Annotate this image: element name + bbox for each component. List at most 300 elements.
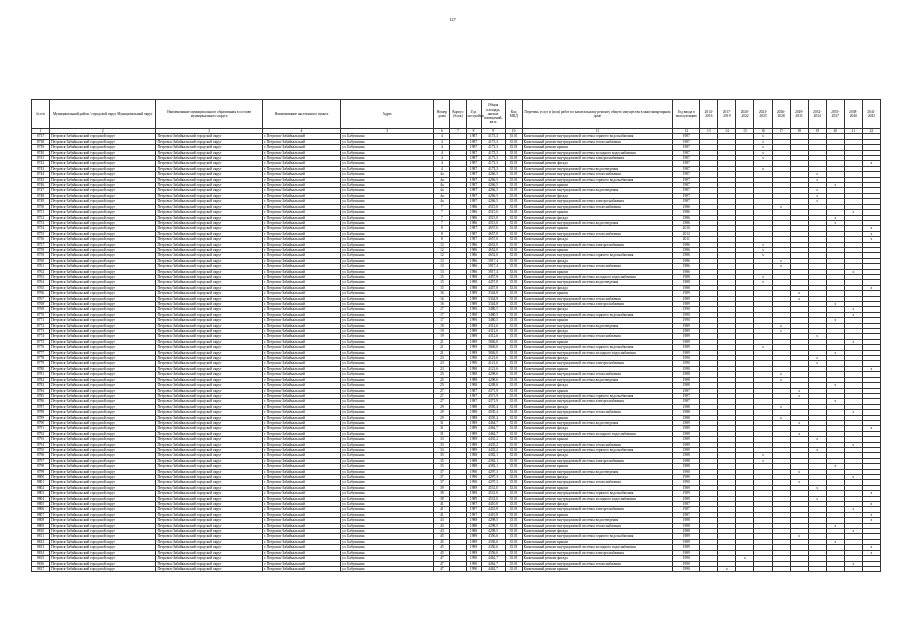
table-cell: Петровск-Забайкальский городской округ bbox=[156, 480, 262, 485]
table-cell: Петровск-Забайкальский городской округ bbox=[156, 199, 262, 204]
table-cell: 8817 bbox=[32, 566, 50, 571]
table-cell: Капитальный ремонт внутридомовой системы горячего водоснабжения bbox=[522, 134, 673, 139]
table-cell: Капитальный ремонт фасада bbox=[522, 529, 673, 534]
table-cell: Капитальный ремонт внутридомовой системы горячего водоснабжения bbox=[522, 491, 673, 496]
table-cell: г. Петровск-Забайкальский bbox=[262, 220, 340, 225]
table-cell: 1987 bbox=[466, 134, 481, 139]
table-cell: ул. Бабушкина bbox=[341, 480, 434, 485]
table-cell: 1990 bbox=[673, 361, 700, 366]
table-cell: Петровск-Забайкальский городской округ bbox=[156, 512, 262, 517]
table-cell: Капитальный ремонт крыши bbox=[522, 269, 673, 274]
table-cell: 1988 bbox=[673, 518, 700, 523]
table-cell: 1987 bbox=[466, 145, 481, 150]
table-cell: 1987 bbox=[466, 393, 481, 398]
table-cell: 1989 bbox=[673, 350, 700, 355]
table-cell: 8778 bbox=[32, 356, 50, 361]
table-cell: 8803 bbox=[32, 491, 50, 496]
table-cell: ул. Бабушкина bbox=[341, 172, 434, 177]
table-cell: г. Петровск-Забайкальский bbox=[262, 156, 340, 161]
table-cell: 1986 bbox=[673, 220, 700, 225]
table-cell: 3846,0 bbox=[481, 345, 505, 350]
table-cell: 35.01 bbox=[505, 539, 522, 544]
table-cell: ул. Бабушкина bbox=[341, 539, 434, 544]
table-cell: 1987 bbox=[673, 177, 700, 182]
table-cell: Петровск-Забайкальский городской округ bbox=[50, 280, 156, 285]
table-cell: 35.01 bbox=[505, 264, 522, 269]
table-cell: г. Петровск-Забайкальский bbox=[262, 453, 340, 458]
column-index: 13 bbox=[700, 129, 718, 134]
table-cell: ул. Бабушкина bbox=[341, 361, 434, 366]
table-cell: 1988 bbox=[466, 529, 481, 534]
table-cell: г. Петровск-Забайкальский bbox=[262, 296, 340, 301]
table-cell: 1986 bbox=[466, 220, 481, 225]
table-cell: 8740 bbox=[32, 150, 50, 155]
table-cell: x bbox=[790, 420, 808, 425]
table-cell: Капитальный ремонт крыши bbox=[522, 210, 673, 215]
table-cell: x bbox=[826, 318, 844, 323]
table-cell: 35.01 bbox=[505, 507, 522, 512]
table-cell: x bbox=[790, 291, 808, 296]
table-cell: 35.01 bbox=[505, 480, 522, 485]
table-cell: Петровск-Забайкальский городской округ bbox=[50, 377, 156, 382]
table-cell: ул. Бабушкина bbox=[341, 350, 434, 355]
table-cell: ул. Бабушкина bbox=[341, 366, 434, 371]
table-cell: 1986 bbox=[673, 210, 700, 215]
column-header: Год постройки bbox=[466, 100, 481, 129]
column-header: Год ввода в эксплуатацию bbox=[673, 100, 700, 129]
table-cell: 1989 bbox=[466, 550, 481, 555]
table-cell: Петровск-Забайкальский городской округ bbox=[156, 566, 262, 571]
table-cell: 35.01 bbox=[505, 431, 522, 436]
table-cell: Петровск-Забайкальский городской округ bbox=[50, 210, 156, 215]
table-cell: 8816 bbox=[32, 561, 50, 566]
table-cell: 29 bbox=[434, 415, 450, 420]
table-cell: 35.01 bbox=[505, 302, 522, 307]
table-cell: 4 bbox=[434, 156, 450, 161]
table-cell: г. Петровск-Забайкальский bbox=[262, 556, 340, 561]
table-cell: 1986 bbox=[673, 264, 700, 269]
table-cell: Капитальный ремонт внутридомовой системы водоотведения bbox=[522, 220, 673, 225]
table-cell: 8782 bbox=[32, 377, 50, 382]
table-cell: 8810 bbox=[32, 529, 50, 534]
table-cell: 1988 bbox=[466, 458, 481, 463]
table-cell: Петровск-Забайкальский городской округ bbox=[50, 150, 156, 155]
table-cell: 8771 bbox=[32, 318, 50, 323]
table-cell: 8777 bbox=[32, 350, 50, 355]
table-cell: 7 bbox=[434, 220, 450, 225]
table-cell: 35.01 bbox=[505, 491, 522, 496]
table-cell: Петровск-Забайкальский городской округ bbox=[156, 383, 262, 388]
table-cell: Петровск-Забайкальский городской округ bbox=[156, 545, 262, 550]
table-cell: Петровск-Забайкальский городской округ bbox=[156, 318, 262, 323]
table-cell: Петровск-Забайкальский городской округ bbox=[50, 458, 156, 463]
table-cell: 8797 bbox=[32, 458, 50, 463]
table-cell: Петровск-Забайкальский городской округ bbox=[156, 388, 262, 393]
table-cell: 1990 bbox=[466, 356, 481, 361]
table-cell: x bbox=[790, 469, 808, 474]
column-index: 16 bbox=[754, 129, 772, 134]
table-cell: 3917,4 bbox=[481, 264, 505, 269]
header-row bbox=[32, 100, 881, 129]
column-index: 15 bbox=[736, 129, 754, 134]
table-cell: Петровск-Забайкальский городской округ bbox=[50, 529, 156, 534]
table-cell: Капитальный ремонт внутридомовой системы водоотведения bbox=[522, 420, 673, 425]
table-cell: Капитальный ремонт внутридомовой системы холодного водоснабжения bbox=[522, 350, 673, 355]
table-cell: 8814 bbox=[32, 550, 50, 555]
table-cell: 17 bbox=[434, 318, 450, 323]
table-cell: г. Петровск-Забайкальский bbox=[262, 534, 340, 539]
table-cell: 2012 bbox=[673, 231, 700, 236]
table-cell: ул. Бабушкина bbox=[341, 426, 434, 431]
table-cell: ул. Бабушкина bbox=[341, 242, 434, 247]
table-cell: x bbox=[826, 464, 844, 469]
table-cell: 8748 bbox=[32, 193, 50, 198]
table-cell: ул. Бабушкина bbox=[341, 199, 434, 204]
table-cell: 1987 bbox=[466, 166, 481, 171]
table-cell: 4173,3 bbox=[481, 161, 505, 166]
table-cell: г. Петровск-Забайкальский bbox=[262, 269, 340, 274]
table-cell: Петровск-Забайкальский городской округ bbox=[50, 399, 156, 404]
table-cell: Капитальный ремонт внутридомовой системы электроснабжения bbox=[522, 199, 673, 204]
table-cell: 4657,0 bbox=[481, 226, 505, 231]
table-cell: Петровск-Забайкальский городской округ bbox=[156, 534, 262, 539]
table-cell: x bbox=[772, 323, 790, 328]
table-cell: 4435,2 bbox=[481, 442, 505, 447]
table-cell: Петровск-Забайкальский городской округ bbox=[50, 285, 156, 290]
table-cell: Петровск-Забайкальский городской округ bbox=[50, 134, 156, 139]
table-cell: Петровск-Забайкальский городской округ bbox=[156, 372, 262, 377]
table-cell: 8775 bbox=[32, 339, 50, 344]
table-cell: ул. Бабушкина bbox=[341, 491, 434, 496]
table-cell bbox=[772, 566, 790, 571]
table-cell: 33 bbox=[434, 442, 450, 447]
table-cell: x bbox=[826, 302, 844, 307]
column-index: 21 bbox=[844, 129, 862, 134]
table-cell: Петровск-Забайкальский городской округ bbox=[50, 539, 156, 544]
table-cell: 1989 bbox=[466, 491, 481, 496]
table-cell: 1988 bbox=[466, 464, 481, 469]
table-cell: Петровск-Забайкальский городской округ bbox=[50, 496, 156, 501]
table-cell bbox=[844, 566, 862, 571]
table-cell: 4312,6 bbox=[481, 329, 505, 334]
table-cell: Петровск-Забайкальский городской округ bbox=[156, 172, 262, 177]
table-cell: 8796 bbox=[32, 453, 50, 458]
table-cell: ул. Бабушкина bbox=[341, 372, 434, 377]
table-cell: Петровск-Забайкальский городской округ bbox=[156, 312, 262, 317]
table-cell: 1987 bbox=[466, 161, 481, 166]
table-cell: Петровск-Забайкальский городской округ bbox=[156, 193, 262, 198]
table-cell: Капитальный ремонт крыши bbox=[522, 512, 673, 517]
table-cell: 8755 bbox=[32, 231, 50, 236]
table-cell: 35.01 bbox=[505, 296, 522, 301]
table-cell: г. Петровск-Забайкальский bbox=[262, 204, 340, 209]
table-cell: Капитальный ремонт внутридомовой системы электроснабжения bbox=[522, 156, 673, 161]
table-cell bbox=[826, 566, 844, 571]
table-cell: Петровск-Забайкальский городской округ bbox=[50, 183, 156, 188]
table-cell: 35.01 bbox=[505, 426, 522, 431]
table-cell: x bbox=[754, 453, 772, 458]
table-cell: 4121,6 bbox=[481, 366, 505, 371]
table-cell: ул. Бабушкина bbox=[341, 410, 434, 415]
table-cell: г. Петровск-Забайкальский bbox=[262, 377, 340, 382]
table-cell: г. Петровск-Забайкальский bbox=[262, 247, 340, 252]
table-cell: 35.01 bbox=[505, 361, 522, 366]
table-cell: Петровск-Забайкальский городской округ bbox=[50, 188, 156, 193]
table-cell: Петровск-Забайкальский городской округ bbox=[156, 269, 262, 274]
column-index: 20 bbox=[826, 129, 844, 134]
table-cell: 1987 bbox=[466, 172, 481, 177]
table-cell: ул. Бабушкина bbox=[341, 556, 434, 561]
table-cell: 39 bbox=[434, 485, 450, 490]
table-cell: 8747 bbox=[32, 188, 50, 193]
table-cell: 35.01 bbox=[505, 523, 522, 528]
table-cell: ул. Бабушкина bbox=[341, 237, 434, 242]
table-cell: ул. Бабушкина bbox=[341, 269, 434, 274]
table-cell: 8793 bbox=[32, 437, 50, 442]
table-cell: 1988 bbox=[673, 523, 700, 528]
table-cell: Петровск-Забайкальский городской округ bbox=[156, 291, 262, 296]
table-cell: Петровск-Забайкальский городской округ bbox=[50, 556, 156, 561]
table-cell: 1989 bbox=[466, 534, 481, 539]
table-cell: 4515,0 bbox=[481, 215, 505, 220]
table-cell: 8745 bbox=[32, 177, 50, 182]
table-cell: Петровск-Забайкальский городской округ bbox=[156, 350, 262, 355]
table-cell: г. Петровск-Забайкальский bbox=[262, 518, 340, 523]
table-cell: 4312,6 bbox=[481, 334, 505, 339]
table-cell: x bbox=[808, 447, 826, 452]
table-cell: 1989 bbox=[466, 339, 481, 344]
table-cell: Петровск-Забайкальский городской округ bbox=[50, 453, 156, 458]
table-cell: x bbox=[844, 339, 862, 344]
table-cell: 35.01 bbox=[505, 183, 522, 188]
table-cell: Петровск-Забайкальский городской округ bbox=[50, 518, 156, 523]
table-cell: 35.01 bbox=[505, 545, 522, 550]
table-cell: 39 bbox=[434, 491, 450, 496]
table-cell: x bbox=[808, 193, 826, 198]
table-cell: 4505,4 bbox=[481, 415, 505, 420]
column-header: 2029-2031 bbox=[790, 100, 808, 129]
table-cell: 35.01 bbox=[505, 339, 522, 344]
table-cell: 35.01 bbox=[505, 388, 522, 393]
column-index: 8 bbox=[466, 129, 481, 134]
table-cell: 27 bbox=[434, 399, 450, 404]
table-cell: 33 bbox=[434, 437, 450, 442]
table-cell: Петровск-Забайкальский городской округ bbox=[156, 447, 262, 452]
table-cell: 1987 bbox=[673, 502, 700, 507]
table-cell: ул. Бабушкина bbox=[341, 399, 434, 404]
table-cell: Петровск-Забайкальский городской округ bbox=[156, 556, 262, 561]
table-cell: ул. Бабушкина bbox=[341, 469, 434, 474]
table-cell: Петровск-Забайкальский городской округ bbox=[156, 550, 262, 555]
table-cell: Петровск-Забайкальский городской округ bbox=[50, 561, 156, 566]
table-cell: 4 bbox=[434, 166, 450, 171]
table-cell: Петровск-Забайкальский городской округ bbox=[50, 475, 156, 480]
table-cell: Капитальный ремонт внутридомовой системы горячего водоснабжения bbox=[522, 345, 673, 350]
table-cell: 4382,1 bbox=[481, 464, 505, 469]
table-cell: 8773 bbox=[32, 329, 50, 334]
table-cell: 4531,0 bbox=[481, 491, 505, 496]
table-cell: 4298,5 bbox=[481, 518, 505, 523]
table-cell: Капитальный ремонт крыши bbox=[522, 339, 673, 344]
table-cell: ул. Бабушкина bbox=[341, 285, 434, 290]
table-cell: 1987 bbox=[673, 156, 700, 161]
table-cell: Петровск-Забайкальский городской округ bbox=[156, 215, 262, 220]
table-cell: x bbox=[826, 383, 844, 388]
table-cell: 35.01 bbox=[505, 464, 522, 469]
table-cell: Капитальный ремонт крыши bbox=[522, 464, 673, 469]
table-cell: 1989 bbox=[466, 329, 481, 334]
table-cell: 7 bbox=[434, 215, 450, 220]
table-cell: 1990 bbox=[466, 480, 481, 485]
table-cell: x bbox=[844, 475, 862, 480]
table-cell: 8749 bbox=[32, 199, 50, 204]
table-cell: x bbox=[862, 545, 880, 550]
table-cell: Петровск-Забайкальский городской округ bbox=[156, 491, 262, 496]
table-cell: Капитальный ремонт крыши bbox=[522, 388, 673, 393]
table-cell: г. Петровск-Забайкальский bbox=[262, 312, 340, 317]
table-cell: 1987 bbox=[466, 237, 481, 242]
table-cell: г. Петровск-Забайкальский bbox=[262, 161, 340, 166]
table-cell: Капитальный ремонт фасада bbox=[522, 426, 673, 431]
column-index: 19 bbox=[808, 129, 826, 134]
table-cell: 35.01 bbox=[505, 285, 522, 290]
table-cell: Капитальный ремонт крыши bbox=[522, 247, 673, 252]
table-cell: Капитальный ремонт крыши bbox=[522, 183, 673, 188]
table-cell: Петровск-Забайкальский городской округ bbox=[156, 507, 262, 512]
table-cell: Петровск-Забайкальский городской округ bbox=[50, 502, 156, 507]
table-cell: 1986 bbox=[466, 242, 481, 247]
table-cell: ул. Бабушкина bbox=[341, 356, 434, 361]
table-cell: Петровск-Забайкальский городской округ bbox=[156, 253, 262, 258]
table-cell: ул. Бабушкина bbox=[341, 420, 434, 425]
table-cell: 1987 bbox=[673, 399, 700, 404]
table-cell: г. Петровск-Забайкальский bbox=[262, 183, 340, 188]
table-cell: Капитальный ремонт внутридомовой системы теплоснабжения bbox=[522, 334, 673, 339]
column-header: Код МКД bbox=[505, 100, 522, 129]
table-cell: 4356,6 bbox=[481, 539, 505, 544]
table-cell: 8751 bbox=[32, 210, 50, 215]
table-cell: 4382,1 bbox=[481, 458, 505, 463]
table-cell: 35.01 bbox=[505, 323, 522, 328]
table-cell: 35.01 bbox=[505, 442, 522, 447]
table-cell: Петровск-Забайкальский городской округ bbox=[50, 318, 156, 323]
table-cell: г. Петровск-Забайкальский bbox=[262, 415, 340, 420]
table-cell: 1990 bbox=[673, 366, 700, 371]
table-cell: x bbox=[790, 388, 808, 393]
table-cell: 8784 bbox=[32, 388, 50, 393]
table-cell: 4298,5 bbox=[481, 529, 505, 534]
table-cell: Петровск-Забайкальский городской округ bbox=[50, 356, 156, 361]
table-cell: 8737 bbox=[32, 134, 50, 139]
table-cell: 1990 bbox=[673, 556, 700, 561]
table-cell: 8798 bbox=[32, 464, 50, 469]
table-cell: ул. Бабушкина bbox=[341, 323, 434, 328]
table-cell: 4266,5 bbox=[481, 199, 505, 204]
table-cell: г. Петровск-Забайкальский bbox=[262, 231, 340, 236]
table-cell: 17 bbox=[434, 312, 450, 317]
table-cell: 4208,6 bbox=[481, 383, 505, 388]
table-cell: Петровск-Забайкальский городской округ bbox=[50, 177, 156, 182]
table-cell: г. Петровск-Забайкальский bbox=[262, 318, 340, 323]
table-cell: г. Петровск-Забайкальский bbox=[262, 431, 340, 436]
table-cell: ул. Бабушкина bbox=[341, 442, 434, 447]
table-cell: 35.01 bbox=[505, 502, 522, 507]
table-cell: г. Петровск-Забайкальский bbox=[262, 226, 340, 231]
table-cell: Петровск-Забайкальский городской округ bbox=[156, 475, 262, 480]
table-cell: Петровск-Забайкальский городской округ bbox=[156, 237, 262, 242]
table-cell: Петровск-Забайкальский городской округ bbox=[156, 518, 262, 523]
table-cell: 35.01 bbox=[505, 258, 522, 263]
table-cell: 8783 bbox=[32, 383, 50, 388]
table-cell: 1987 bbox=[673, 188, 700, 193]
table-cell: Петровск-Забайкальский городской округ bbox=[156, 399, 262, 404]
table-cell: 35.01 bbox=[505, 253, 522, 258]
table-cell: 1986 bbox=[673, 253, 700, 258]
table-cell: г. Петровск-Забайкальский bbox=[262, 258, 340, 263]
table-cell: Петровск-Забайкальский городской округ bbox=[50, 237, 156, 242]
table-cell: 1990 bbox=[673, 469, 700, 474]
column-index: 1 bbox=[32, 129, 50, 134]
table-cell: 1988 bbox=[466, 280, 481, 285]
table-cell: г. Петровск-Забайкальский bbox=[262, 302, 340, 307]
table-cell: 4657,0 bbox=[481, 231, 505, 236]
table-cell: 4464,7 bbox=[481, 426, 505, 431]
table-cell: 4298,5 bbox=[481, 523, 505, 528]
table-cell: 35.01 bbox=[505, 350, 522, 355]
table-cell: 8739 bbox=[32, 145, 50, 150]
table-cell: г. Петровск-Забайкальский bbox=[262, 442, 340, 447]
table-cell: Петровск-Забайкальский городской округ bbox=[50, 220, 156, 225]
table-cell: 1990 bbox=[673, 307, 700, 312]
table-cell: г. Петровск-Забайкальский bbox=[262, 134, 340, 139]
table-cell: Петровск-Забайкальский городской округ bbox=[50, 253, 156, 258]
table-cell: 35.01 bbox=[505, 145, 522, 150]
table-cell: г. Петровск-Забайкальский bbox=[262, 280, 340, 285]
table-cell: x bbox=[754, 458, 772, 463]
table-cell: 1987 bbox=[466, 199, 481, 204]
table-cell: 35.01 bbox=[505, 529, 522, 534]
table-cell: x bbox=[772, 415, 790, 420]
table-cell: 1989 bbox=[673, 496, 700, 501]
table-cell: 8794 bbox=[32, 442, 50, 447]
table-cell: Петровск-Забайкальский городской округ bbox=[50, 334, 156, 339]
table-cell: 8760 bbox=[32, 258, 50, 263]
table-cell: 8786 bbox=[32, 399, 50, 404]
table-cell: 35.01 bbox=[505, 307, 522, 312]
table-cell: 12 bbox=[434, 242, 450, 247]
table-cell: x bbox=[736, 556, 754, 561]
table-cell: Петровск-Забайкальский городской округ bbox=[50, 247, 156, 252]
table-cell: Капитальный ремонт фасада bbox=[522, 502, 673, 507]
table-cell: Петровск-Забайкальский городской округ bbox=[50, 199, 156, 204]
table-cell: x bbox=[790, 534, 808, 539]
table-cell: 47 bbox=[434, 566, 450, 571]
table-cell: 21 bbox=[434, 339, 450, 344]
table-cell: 1989 bbox=[466, 539, 481, 544]
table-cell: Петровск-Забайкальский городской округ bbox=[156, 377, 262, 382]
table-cell: 39 bbox=[434, 496, 450, 501]
table-cell: 1988 bbox=[466, 523, 481, 528]
table-cell: 4464,7 bbox=[481, 420, 505, 425]
table-cell: Петровск-Забайкальский городской округ bbox=[156, 410, 262, 415]
table-cell: 1988 bbox=[673, 383, 700, 388]
table-cell: Петровск-Забайкальский городской округ bbox=[156, 285, 262, 290]
table-cell: 35.01 bbox=[505, 139, 522, 144]
table-cell: ул. Бабушкина bbox=[341, 464, 434, 469]
table-cell: г. Петровск-Забайкальский bbox=[262, 285, 340, 290]
table-cell: г. Петровск-Забайкальский bbox=[262, 291, 340, 296]
table-cell: 4505,4 bbox=[481, 410, 505, 415]
